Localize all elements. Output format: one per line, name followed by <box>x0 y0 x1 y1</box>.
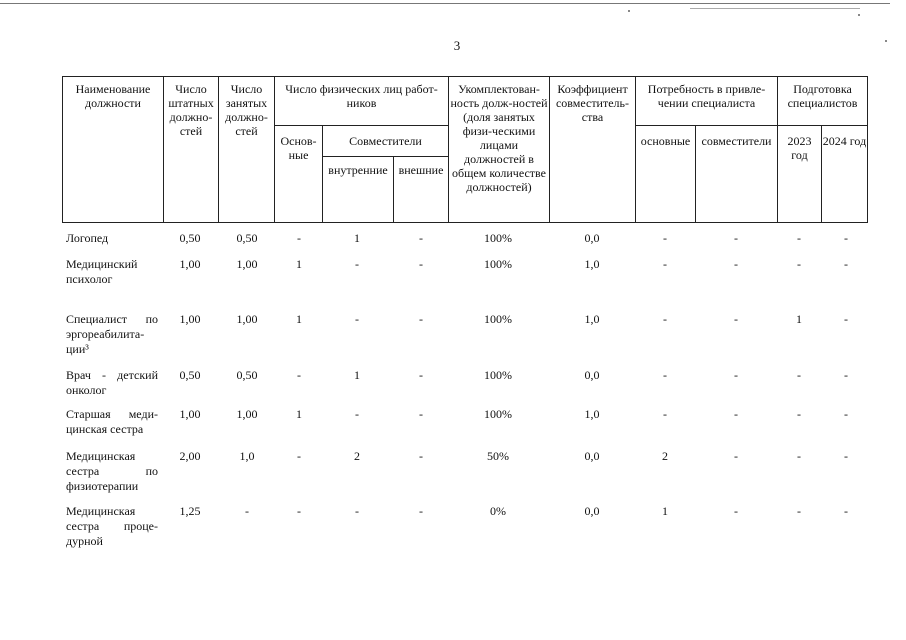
row-internal: 1 <box>354 231 360 245</box>
row-staff: 1,00 <box>179 312 201 326</box>
row-external: - <box>419 312 423 326</box>
row-staffing: 0% <box>490 504 506 518</box>
row-internal: 2 <box>354 449 360 463</box>
row-need-part: - <box>734 449 738 463</box>
header-occupied-positions: Число занятых должно-стей <box>218 76 275 223</box>
row-position-name: Медицинская сестра процe-дурной <box>66 504 158 548</box>
header-training: Подготовка специалистов <box>777 76 868 126</box>
row-external: - <box>419 449 423 463</box>
row-internal: - <box>355 257 359 271</box>
row-coefficient: 1,0 <box>584 407 600 421</box>
row-position-name: Врач - детский онколог <box>66 368 158 397</box>
row-coefficient: 0,0 <box>584 231 600 245</box>
row-need-main: - <box>663 257 667 271</box>
header-staffing: Укомплектован-ность долж-ностей (доля занятых физи-ческими лицами должностей в общем количестве должностей) <box>448 76 550 223</box>
row-position-name: Специалист по эргореабилита-ции³ <box>66 312 158 356</box>
row-staffing: 100% <box>484 407 512 421</box>
header-persons-external: внешние <box>393 156 449 223</box>
row-2024: - <box>844 257 848 271</box>
header-need-main: основные <box>635 125 696 223</box>
row-2023: - <box>797 504 801 518</box>
row-need-part: - <box>734 231 738 245</box>
header-persons-main: Основ-ные <box>274 125 323 223</box>
row-staff: 1,25 <box>179 504 201 518</box>
row-coefficient: 1,0 <box>584 257 600 271</box>
row-position-name: Медицинская сестра по физиотерапии <box>66 449 158 493</box>
row-2024: - <box>844 368 848 382</box>
header-persons-part: Совместители <box>322 125 449 157</box>
row-internal: - <box>355 407 359 421</box>
row-staff: 0,50 <box>179 368 201 382</box>
row-need-main: - <box>663 312 667 326</box>
row-2023: 1 <box>796 312 802 326</box>
row-staff: 1,00 <box>179 257 201 271</box>
row-internal: 1 <box>354 368 360 382</box>
scan-speck <box>858 14 860 16</box>
row-need-part: - <box>734 257 738 271</box>
row-main: 1 <box>296 312 302 326</box>
row-position-name: Медицинский психолог <box>66 257 138 286</box>
row-occupied: 1,00 <box>236 312 258 326</box>
row-need-part: - <box>734 368 738 382</box>
row-2023: - <box>797 231 801 245</box>
row-2024: - <box>844 407 848 421</box>
header-training-2024: 2024 год <box>821 125 868 223</box>
row-occupied: 0,50 <box>236 231 258 245</box>
header-persons: Число физических лиц работ-ников <box>274 76 449 126</box>
scan-speck <box>885 40 887 42</box>
row-main: - <box>297 231 301 245</box>
row-need-part: - <box>734 504 738 518</box>
row-staffing: 100% <box>484 257 512 271</box>
row-external: - <box>419 504 423 518</box>
row-occupied: 0,50 <box>236 368 258 382</box>
row-main: - <box>297 368 301 382</box>
header-training-2023: 2023 год <box>777 125 822 223</box>
row-occupied: 1,00 <box>236 407 258 421</box>
row-internal: - <box>355 312 359 326</box>
row-2023: - <box>797 368 801 382</box>
row-need-part: - <box>734 312 738 326</box>
row-external: - <box>419 368 423 382</box>
row-occupied: - <box>245 504 249 518</box>
row-staffing: 50% <box>487 449 509 463</box>
row-coefficient: 0,0 <box>584 368 600 382</box>
row-main: - <box>297 449 301 463</box>
row-2024: - <box>844 449 848 463</box>
row-position-name: Логопед <box>66 231 109 245</box>
row-2024: - <box>844 231 848 245</box>
row-external: - <box>419 231 423 245</box>
row-2024: - <box>844 504 848 518</box>
row-external: - <box>419 257 423 271</box>
row-internal: - <box>355 504 359 518</box>
row-main: 1 <box>296 407 302 421</box>
row-need-main: 1 <box>662 504 668 518</box>
row-position-name: Старшая меди-цинская сестра <box>66 407 158 436</box>
header-need: Потребность в привле-чении специалиста <box>635 76 778 126</box>
row-need-main: - <box>663 368 667 382</box>
header-name: Наименование должности <box>62 76 164 223</box>
top-rule-secondary <box>690 8 860 9</box>
row-staff: 1,00 <box>179 407 201 421</box>
row-2023: - <box>797 449 801 463</box>
row-staffing: 100% <box>484 312 512 326</box>
header-persons-internal: внутренние <box>322 156 394 223</box>
row-staff: 0,50 <box>179 231 201 245</box>
header-coefficient: Коэффициент совместитель-ства <box>549 76 636 223</box>
row-staffing: 100% <box>484 231 512 245</box>
row-need-part: - <box>734 407 738 421</box>
row-occupied: 1,00 <box>236 257 258 271</box>
scan-speck <box>628 10 630 12</box>
row-main: - <box>297 504 301 518</box>
row-coefficient: 0,0 <box>584 504 600 518</box>
row-coefficient: 1,0 <box>584 312 600 326</box>
row-external: - <box>419 407 423 421</box>
row-2023: - <box>797 257 801 271</box>
row-2023: - <box>797 407 801 421</box>
row-need-main: - <box>663 407 667 421</box>
top-rule <box>0 3 890 4</box>
row-staffing: 100% <box>484 368 512 382</box>
header-need-part: совместители <box>695 125 778 223</box>
row-need-main: 2 <box>662 449 668 463</box>
row-2024: - <box>844 312 848 326</box>
row-occupied: 1,0 <box>239 449 255 463</box>
header-staff-positions: Число штатных должно-стей <box>163 76 219 223</box>
row-need-main: - <box>663 231 667 245</box>
row-coefficient: 0,0 <box>584 449 600 463</box>
page-number: 3 <box>453 38 461 53</box>
row-main: 1 <box>296 257 302 271</box>
row-staff: 2,00 <box>179 449 201 463</box>
